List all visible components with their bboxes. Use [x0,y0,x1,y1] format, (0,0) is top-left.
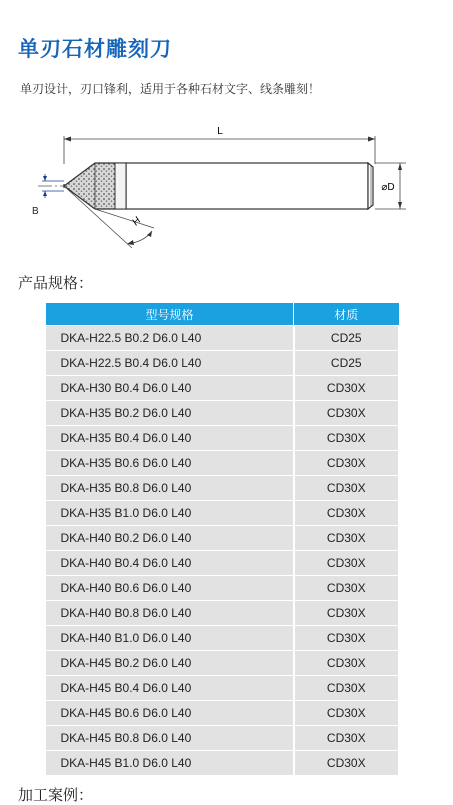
model-cell: DKA-H40 B1.0 D6.0 L40 [46,626,294,651]
material-cell: CD25 [294,351,400,376]
model-cell: DKA-H45 B0.6 D6.0 L40 [46,701,294,726]
table-row [46,576,400,601]
model-cell: DKA-H35 B0.8 D6.0 L40 [46,476,294,501]
table-row [46,726,400,751]
groove-ring [115,163,126,209]
material-cell: CD30X [294,426,400,451]
model-cell: DKA-H45 B0.4 D6.0 L40 [46,676,294,701]
table-row [46,351,400,376]
material-cell: CD30X [294,676,400,701]
product-description: 单刃设计，刃口锋利，适用于各种石材文字、线条雕刻！ [20,82,321,96]
column-header-model: 型号规格 [46,303,294,326]
length-dimension [64,126,375,164]
material-cell: CD30X [294,551,400,576]
table-row [46,451,400,476]
model-cell: DKA-H45 B0.2 D6.0 L40 [46,651,294,676]
material-cell: CD25 [294,326,400,351]
model-cell: DKA-H40 B0.2 D6.0 L40 [46,526,294,551]
spec-table [45,302,400,776]
material-cell: CD30X [294,526,400,551]
table-row [46,676,400,701]
material-cell: CD30X [294,376,400,401]
cases-heading: 加工案例： [18,786,94,804]
table-row [46,526,400,551]
material-cell: CD30X [294,476,400,501]
model-cell: DKA-H22.5 B0.2 D6.0 L40 [46,326,294,351]
tool-dimension-diagram [28,118,428,258]
table-row [46,551,400,576]
model-cell: DKA-H35 B0.4 D6.0 L40 [46,426,294,451]
model-cell: DKA-H45 B0.8 D6.0 L40 [46,726,294,751]
page-title: 单刃石材雕刻刀 [18,36,172,61]
material-cell: CD30X [294,576,400,601]
material-cell: CD30X [294,451,400,476]
material-cell: CD30X [294,401,400,426]
diameter-dimension [375,163,406,209]
model-cell: DKA-H45 B1.0 D6.0 L40 [46,751,294,776]
table-row [46,626,400,651]
material-cell: CD30X [294,701,400,726]
tip-width-label: B [32,206,39,217]
model-cell: DKA-H40 B0.4 D6.0 L40 [46,551,294,576]
table-row [46,476,400,501]
model-cell: DKA-H40 B0.6 D6.0 L40 [46,576,294,601]
table-header-row [46,303,400,326]
table-row [46,651,400,676]
model-cell: DKA-H22.5 B0.4 D6.0 L40 [46,351,294,376]
tip-width-dimension [32,174,64,217]
table-row [46,376,400,401]
tool-shank [126,163,373,209]
table-row [46,701,400,726]
material-cell: CD30X [294,726,400,751]
angle-label: H [130,215,144,229]
table-row [46,501,400,526]
table-row [46,426,400,451]
material-cell: CD30X [294,651,400,676]
material-cell: CD30X [294,751,400,776]
material-cell: CD30X [294,601,400,626]
model-cell: DKA-H35 B0.2 D6.0 L40 [46,401,294,426]
table-row [46,326,400,351]
material-cell: CD30X [294,626,400,651]
model-cell: DKA-H40 B0.8 D6.0 L40 [46,601,294,626]
table-row [46,401,400,426]
table-row [46,751,400,776]
material-cell: CD30X [294,501,400,526]
model-cell: DKA-H35 B1.0 D6.0 L40 [46,501,294,526]
diameter-label: ⌀D [381,182,395,193]
model-cell: DKA-H30 B0.4 D6.0 L40 [46,376,294,401]
specs-heading: 产品规格： [18,274,94,292]
table-row [46,601,400,626]
model-cell: DKA-H35 B0.6 D6.0 L40 [46,451,294,476]
length-label: L [217,126,223,137]
column-header-material: 材质 [294,303,400,326]
